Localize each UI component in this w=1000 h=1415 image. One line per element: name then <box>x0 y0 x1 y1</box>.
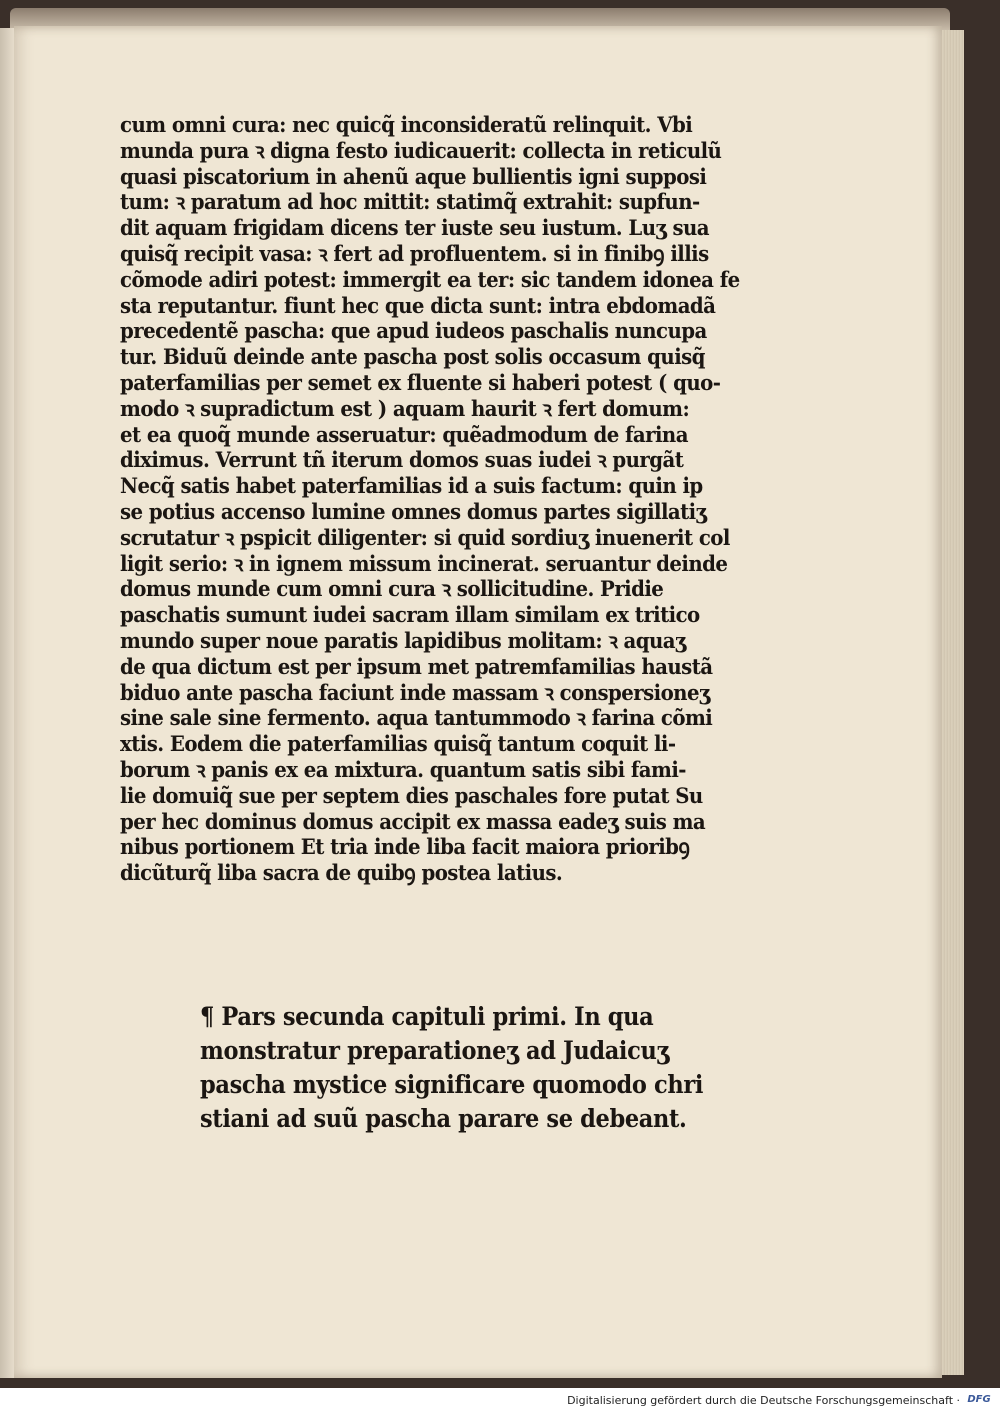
text-line: cõmode adiri potest: immergit ea ter: sic tandem idonea fe <box>120 266 740 292</box>
text-line: et ea quoq̃ munde asseruatur: quẽadmodum de farina <box>120 421 688 447</box>
heading-line: stiani ad suũ pascha parare se debeant. <box>200 1104 687 1133</box>
funding-credit: Digitalisierung gefördert durch die Deutsche Forschungsgemeinschaft · <box>567 1394 960 1407</box>
text-line: biduo ante pascha faciunt inde massam ꝛ conspersioneʒ <box>120 679 710 705</box>
section-heading-block <box>200 1000 760 1136</box>
text-line: Necq̃ satis habet paterfamilias id a suis factum: quin ip <box>120 473 703 499</box>
text-line: modo ꝛ supradictum est ) aquam haurit ꝛ fert domum: <box>120 395 690 421</box>
text-line: paterfamilias per semet ex fluente si haberi potest ( quo- <box>120 369 721 395</box>
text-line: quasi piscatorium in ahenũ aque bullientis igni supposi <box>120 163 707 189</box>
text-line: de qua dictum est per ipsum met patremfamilias haustã <box>120 653 713 679</box>
heading-line: monstratur preparationeʒ ad Judaicuʒ <box>200 1036 669 1065</box>
text-line: borum ꝛ panis ex ea mixtura. quantum satis sibi fami- <box>120 756 686 782</box>
text-line: domus munde cum omni cura ꝛ sollicitudine. Pridie <box>120 576 664 602</box>
footer-bar <box>0 1388 1000 1415</box>
text-line: lie domuiq̃ sue per septem dies paschales fore putat Su <box>120 782 703 808</box>
page-stack-edges <box>940 30 964 1375</box>
text-line: paschatis sumunt iudei sacram illam similam ex tritico <box>120 602 700 628</box>
text-line: xtis. Eodem die paterfamilias quisq̃ tantum coquit li- <box>120 731 676 757</box>
text-line: scrutatur ꝛ pspicit diligenter: si quid sordiuʒ inuenerit col <box>120 524 730 550</box>
text-line: tur. Biduũ deinde ante pascha post solis occasum quisq̃ <box>120 344 705 370</box>
heading-line: ¶ Pars secunda capituli primi. In qua <box>200 1002 654 1031</box>
facing-page-edge <box>0 28 14 1378</box>
text-line: dit aquam frigidam dicens ter iuste seu iustum. Luʒ sua <box>120 215 710 241</box>
text-line: nibus portionem Et tria inde liba facit maiora prioribꝯ <box>120 834 690 860</box>
text-line: sine sale sine fermento. aqua tantummodo ꝛ farina cõmi <box>120 705 713 731</box>
text-line: cum omni cura: nec quicq̃ inconsideratũ relinquit. Vbi <box>120 112 693 137</box>
text-line: precedentẽ pascha: que apud iudeos paschalis nuncupa <box>120 318 707 344</box>
dfg-logo-icon: DFG <box>967 1394 991 1405</box>
text-line: se potius accenso lumine omnes domus partes sigillatiʒ <box>120 498 707 524</box>
text-line: tum: ꝛ paratum ad hoc mittit: statimq̃ extrahit: supfun- <box>120 189 700 215</box>
text-line: ligit serio: ꝛ in ignem missum incinerat. seruantur deinde <box>120 550 728 576</box>
heading-line: pascha mystice significare quomodo chri <box>200 1070 704 1099</box>
text-line: diximus. Verrunt tñ iterum domos suas iudei ꝛ purgãt <box>120 447 684 473</box>
text-line: quisq̃ recipit vasa: ꝛ fert ad profluentem. si in finibꝯ illis <box>120 240 709 266</box>
main-text-block <box>120 112 780 886</box>
text-line: dicũturq̃ liba sacra de quibꝯ postea latius. <box>120 860 563 886</box>
text-line: sta reputantur. fiunt hec que dicta sunt: intra ebdomadã <box>120 292 716 318</box>
text-line: per hec dominus domus accipit ex massa eadeʒ suis ma <box>120 808 706 834</box>
text-line: mundo super noue paratis lapidibus molitam: ꝛ aquaʒ <box>120 627 686 653</box>
text-line: munda pura ꝛ digna festo iudicauerit: collecta in reticulũ <box>120 137 722 163</box>
